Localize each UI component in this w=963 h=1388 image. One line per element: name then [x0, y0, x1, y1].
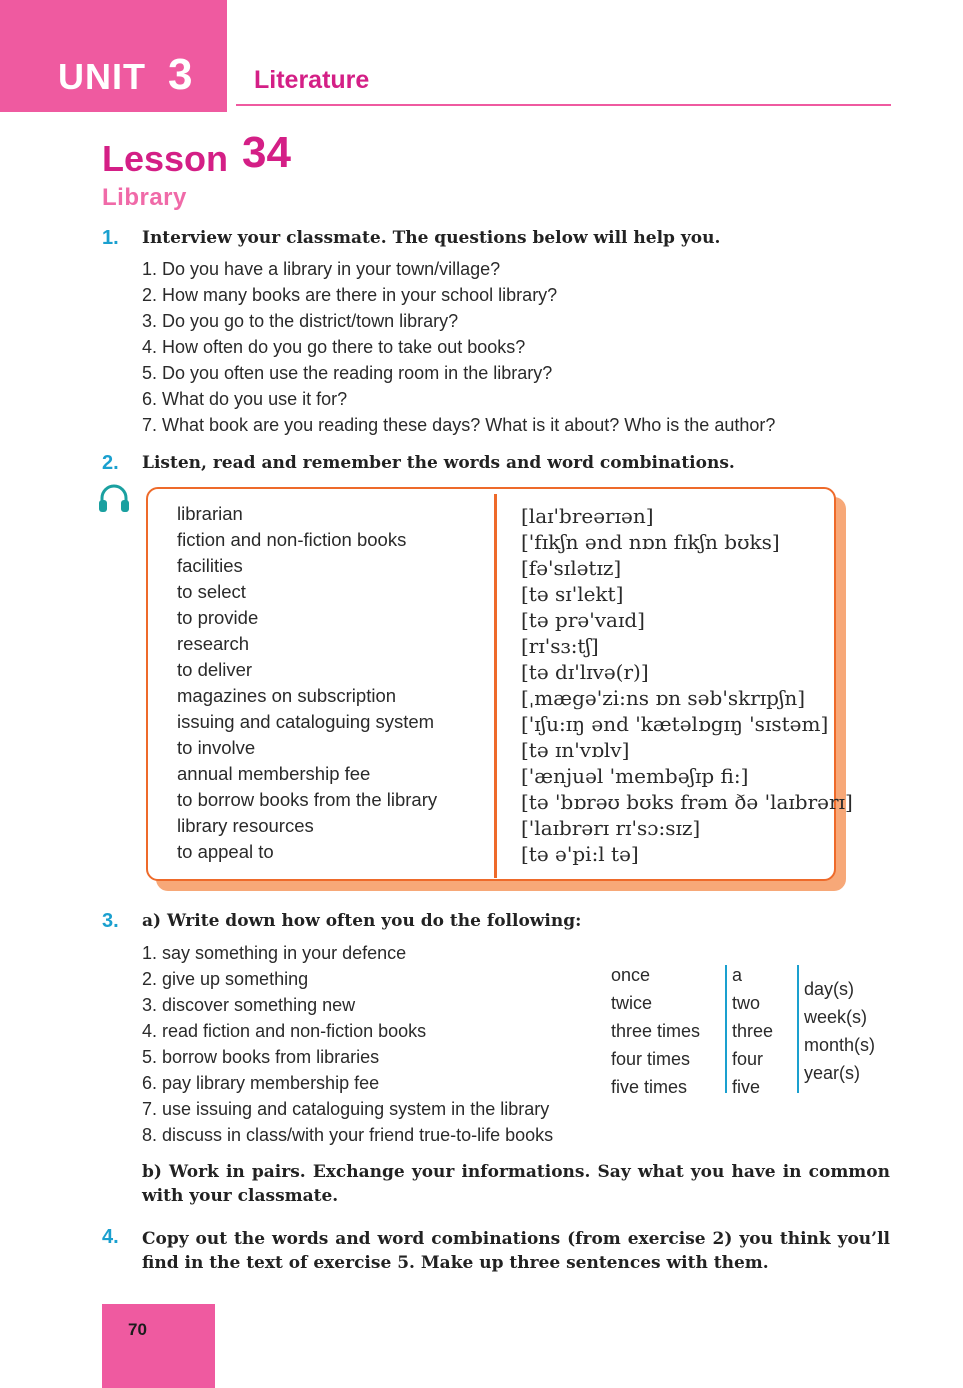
vocab-transcription: ['fɪkʃn ənd nɒn fɪkʃn bʊks]	[521, 530, 780, 554]
frequency-option: three times	[611, 1021, 701, 1041]
vocab-transcription: [tə ə'pi:l tə]	[521, 842, 639, 866]
period-divider	[797, 965, 799, 1093]
vocab-word: to appeal to	[177, 841, 274, 862]
activity-item: 7. use issuing and cataloguing system in the library	[142, 1099, 550, 1119]
vocab-word: issuing and cataloguing system	[177, 711, 435, 732]
question-item: 4. How often do you go there to take out books?	[142, 337, 526, 357]
vocab-transcription: [tə prə'vaɪd]	[521, 608, 645, 632]
unit-number: 3	[168, 50, 193, 99]
vocab-transcription: [tə sɪ'lekt]	[521, 582, 624, 606]
vocab-word: to deliver	[177, 659, 253, 680]
lesson-number: 34	[242, 128, 291, 177]
exercise-1-instruction: Interview your classmate. The questions below will help you.	[142, 228, 721, 248]
lesson-label: Lesson	[102, 138, 229, 179]
header-rule	[236, 104, 891, 106]
vocab-transcription: [tə 'bɒrəʊ bʊks frəm ðə 'laɪbrərɪ]	[521, 790, 853, 814]
vocab-word: to involve	[177, 737, 256, 758]
exercise-4-number: 4.	[102, 1226, 119, 1248]
exercise-1-number: 1.	[102, 227, 119, 249]
activity-item: 3. discover something new	[142, 995, 356, 1015]
question-item: 3. Do you go to the district/town library?	[142, 311, 459, 331]
vocab-word: fiction and non-fiction books	[177, 529, 407, 550]
period-option: day(s)	[804, 979, 855, 999]
exercise-3a-instruction: a) Write down how often you do the following:	[142, 911, 582, 931]
headphones-icon[interactable]	[98, 484, 130, 514]
vocab-transcription: ['ænjuəl 'membəʃɪp fi:]	[521, 764, 749, 788]
frequency-option: five times	[611, 1077, 688, 1097]
exercise-4-instruction: Copy out the words and word combinations (from exercise 2) you think you’ll find in the text of exercise 5. Make up three sentences with them.	[142, 1229, 890, 1273]
activity-item: 4. read fiction and non-fiction books	[142, 1021, 427, 1041]
exercise-2-instruction: Listen, read and remember the words and word combinations.	[142, 453, 735, 473]
question-item: 6. What do you use it for?	[142, 389, 348, 409]
question-item: 7. What book are you reading these days? What is it about? Who is the author?	[142, 415, 776, 435]
vocab-word: librarian	[177, 503, 243, 524]
vocab-transcription: ['ɪʃu:ɪŋ ənd 'kætəlɒgɪŋ 'sɪstəm]	[521, 712, 829, 736]
vocab-word: library resources	[177, 815, 314, 836]
vocabulary-divider	[494, 494, 497, 878]
frequency-option: twice	[611, 993, 653, 1013]
quantity-option: four	[732, 1049, 764, 1069]
quantity-option: three	[732, 1021, 774, 1041]
frequency-divider	[725, 965, 727, 1093]
vocab-word: facilities	[177, 555, 243, 576]
vocab-word: to provide	[177, 607, 259, 628]
period-option: month(s)	[804, 1035, 876, 1055]
page-number-tab	[102, 1304, 215, 1388]
vocab-transcription: [ˌmægə'zi:ns ɒn səb'skrɪpʃn]	[521, 686, 806, 710]
lesson-subtitle: Library	[102, 184, 187, 211]
exercise-3b-instruction: b) Work in pairs. Exchange your informations. Say what you have in common with your classmate.	[142, 1162, 890, 1206]
vocab-word: annual membership fee	[177, 763, 371, 784]
vocab-transcription: [tə ɪn'vɒlv]	[521, 738, 630, 762]
vocab-transcription: [tə dɪ'lɪvə(r)]	[521, 660, 649, 684]
vocab-word: to select	[177, 581, 246, 602]
question-item: 2. How many books are there in your school library?	[142, 285, 558, 305]
vocab-transcription: ['laɪbrərɪ rɪ'sɔ:sɪz]	[521, 816, 701, 840]
vocab-word: to borrow books from the library	[177, 789, 438, 810]
activity-item: 8. discuss in class/with your friend true-to-life books	[142, 1125, 554, 1145]
page-number: 70	[128, 1320, 147, 1339]
period-option: week(s)	[804, 1007, 868, 1027]
activity-item: 5. borrow books from libraries	[142, 1047, 380, 1067]
quantity-option: two	[732, 993, 761, 1013]
activity-item: 6. pay library membership fee	[142, 1073, 380, 1093]
question-item: 5. Do you often use the reading room in the library?	[142, 363, 553, 383]
question-item: 1. Do you have a library in your town/village?	[142, 259, 501, 279]
quantity-option: a	[732, 965, 743, 985]
vocab-transcription: [laɪ'breərɪən]	[521, 504, 654, 528]
activity-item: 1. say something in your defence	[142, 943, 407, 963]
unit-title: Literature	[254, 66, 370, 94]
frequency-option: four times	[611, 1049, 691, 1069]
vocab-transcription: [fə'sɪlətɪz]	[521, 556, 622, 580]
period-option: year(s)	[804, 1063, 861, 1083]
exercise-2-number: 2.	[102, 452, 119, 474]
quantity-option: five	[732, 1077, 761, 1097]
vocab-transcription: [rɪ'sɜ:tʃ]	[521, 634, 599, 658]
frequency-option: once	[611, 965, 651, 985]
vocab-word: research	[177, 633, 249, 654]
unit-label: UNIT	[58, 56, 146, 97]
activity-item: 2. give up something	[142, 969, 309, 989]
exercise-3-number: 3.	[102, 910, 119, 932]
vocab-word: magazines on subscription	[177, 685, 397, 706]
